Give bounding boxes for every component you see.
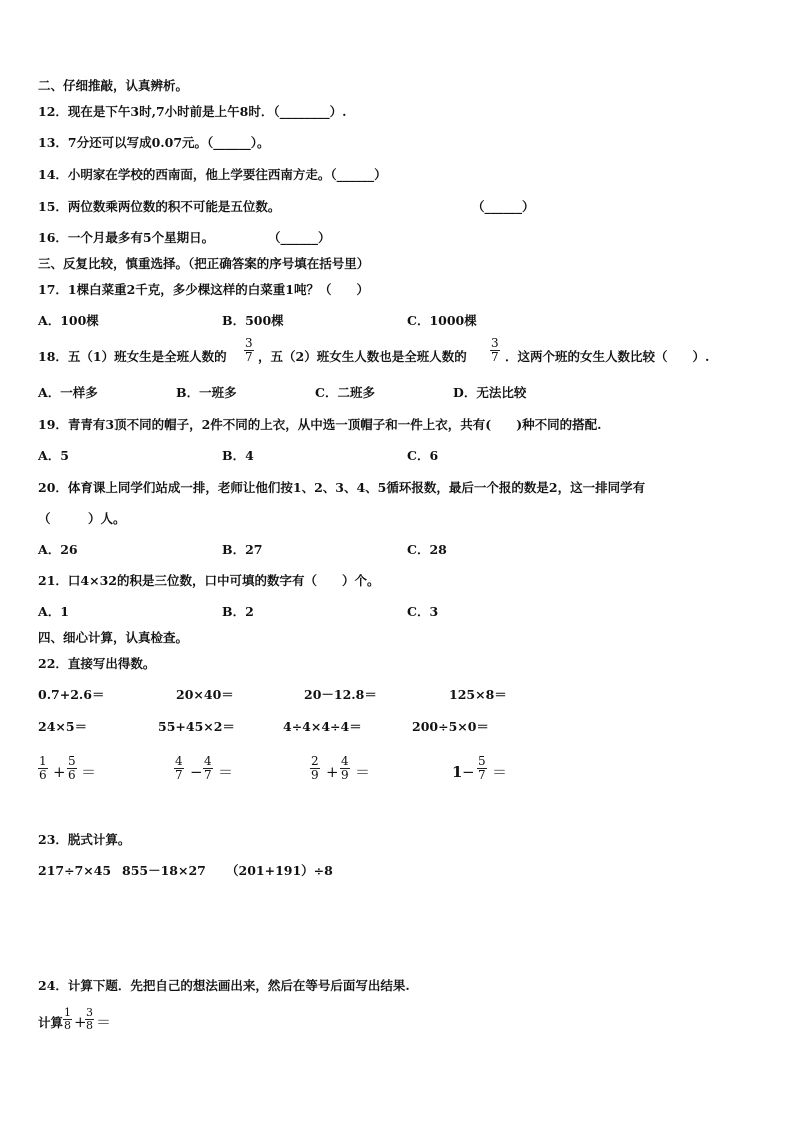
question-20-line2: （ ）人。 [38, 511, 126, 526]
denominator: 7 [245, 350, 253, 364]
fraction [203, 755, 213, 782]
question-18-part2: ，五（2）班女生人数也是全班人数的 [258, 349, 467, 364]
q17-option-a: A．100棵 [38, 313, 99, 328]
q18-fraction-1 [244, 337, 254, 364]
fraction [38, 755, 48, 782]
q22-expr-1-4: 125×8＝ [449, 687, 507, 702]
q18-fraction-2 [490, 337, 500, 364]
question-23-title: 23．脱式计算。 [38, 832, 131, 847]
q18-option-d: D．无法比较 [453, 385, 527, 400]
numerator: 4 [175, 754, 183, 768]
numerator: 5 [478, 754, 486, 768]
numerator: 3 [491, 336, 499, 350]
q21-option-b: B．2 [222, 604, 254, 619]
denominator: 6 [68, 768, 76, 782]
plus-sign: + [326, 763, 339, 781]
equals-sign: ＝ [218, 763, 234, 781]
minus-sign: − [462, 763, 475, 781]
fraction [63, 1007, 72, 1032]
question-16: 16．一个月最多有5个星期日。 [38, 230, 215, 245]
numerator: 2 [311, 754, 319, 768]
equals-sign: ＝ [96, 1013, 112, 1031]
q23-expr-3: （201+191）÷8 [226, 863, 333, 878]
fraction [85, 1007, 94, 1032]
q20-option-a: A．26 [38, 542, 78, 557]
denominator: 6 [39, 768, 47, 782]
plus-sign: + [53, 763, 66, 781]
fraction [340, 755, 350, 782]
question-20-line1: 20．体育课上同学们站成一排，老师让他们按1、2、3、4、5循环报数，最后一个报的数是2，这一排同学有 [38, 480, 646, 495]
numerator: 3 [245, 336, 253, 350]
denominator: 8 [86, 1019, 93, 1032]
fraction [67, 755, 77, 782]
denominator: 7 [478, 768, 486, 782]
question-12: 12．现在是下午3时,7小时前是上午8时．（________）. [38, 104, 347, 119]
q20-option-b: B．27 [222, 542, 263, 557]
q24-prefix: 计算 [38, 1015, 64, 1030]
q22-expr-2-3: 4÷4×4÷4＝ [283, 719, 362, 734]
question-13: 13．7分还可以写成0.07元。（______）。 [38, 135, 270, 150]
numerator: 1 [39, 754, 47, 768]
denominator: 7 [491, 350, 499, 364]
q19-option-b: B．4 [222, 448, 254, 463]
q19-option-a: A．5 [38, 448, 69, 463]
q22-expr-1-2: 20×40＝ [176, 687, 234, 702]
question-16-blank: （______） [268, 230, 331, 245]
question-15: 15．两位数乘两位数的积不可能是五位数。 [38, 199, 281, 214]
numerator: 4 [204, 754, 212, 768]
denominator: 7 [204, 768, 212, 782]
plus-sign: + [74, 1013, 87, 1031]
q18-option-b: B．一班多 [176, 385, 237, 400]
section-heading-4: 四、细心计算，认真检查。 [38, 630, 189, 645]
fraction [310, 755, 320, 782]
q18-option-a: A．一样多 [38, 385, 98, 400]
q22-expr-2-1: 24×5＝ [38, 719, 88, 734]
question-15-blank: （______） [472, 199, 535, 214]
equals-sign: ＝ [81, 763, 97, 781]
question-21: 21．口4×32的积是三位数，口中可填的数字有（ ）个。 [38, 573, 380, 588]
fraction [174, 755, 184, 782]
denominator: 9 [341, 768, 349, 782]
question-14: 14．小明家在学校的西南面，他上学要往西南方走。（______） [38, 167, 387, 182]
fraction [477, 755, 487, 782]
question-24-title: 24．计算下题．先把自己的想法画出来，然后在等号后面写出结果. [38, 978, 410, 993]
question-22-title: 22．直接写出得数。 [38, 656, 156, 671]
q22-expr-2-2: 55+45×2＝ [158, 719, 235, 734]
section-heading-3: 三、反复比较，慎重选择。（把正确答案的序号填在括号里） [38, 256, 370, 271]
q23-expr-1: 217÷7×45 [38, 863, 112, 878]
minus-sign: − [190, 763, 203, 781]
q22-expr-1-1: 0.7+2.6＝ [38, 687, 105, 702]
denominator: 8 [64, 1019, 71, 1032]
q20-option-c: C．28 [407, 542, 447, 557]
numerator: 3 [86, 1006, 93, 1019]
q23-expr-2: 855－18×27 [122, 863, 206, 878]
denominator: 7 [175, 768, 183, 782]
q22-expr-1-3: 20－12.8＝ [304, 687, 377, 702]
q17-option-c: C．1000棵 [407, 313, 477, 328]
q19-option-c: C．6 [407, 448, 439, 463]
question-18-part1: 18．五（1）班女生是全班人数的 [38, 349, 227, 364]
q21-option-a: A．1 [38, 604, 69, 619]
question-19: 19．青青有3顶不同的帽子，2件不同的上衣，从中选一顶帽子和一件上衣，共有( )种不同的搭配. [38, 417, 602, 432]
question-18-part3: ．这两个班的女生人数比较（ ）. [505, 349, 710, 364]
numerator: 5 [68, 754, 76, 768]
denominator: 9 [311, 768, 319, 782]
whole-number: 1 [452, 763, 463, 781]
q21-option-c: C．3 [407, 604, 439, 619]
numerator: 4 [341, 754, 349, 768]
section-heading-2: 二、仔细推敲，认真辨析。 [38, 78, 189, 93]
q18-option-c: C．二班多 [315, 385, 375, 400]
equals-sign: ＝ [492, 763, 508, 781]
numerator: 1 [64, 1006, 71, 1019]
question-17: 17．1棵白菜重2千克，多少棵这样的白菜重1吨？（ ） [38, 282, 369, 297]
q22-expr-2-4: 200÷5×0＝ [412, 719, 489, 734]
equals-sign: ＝ [355, 763, 371, 781]
q17-option-b: B．500棵 [222, 313, 284, 328]
